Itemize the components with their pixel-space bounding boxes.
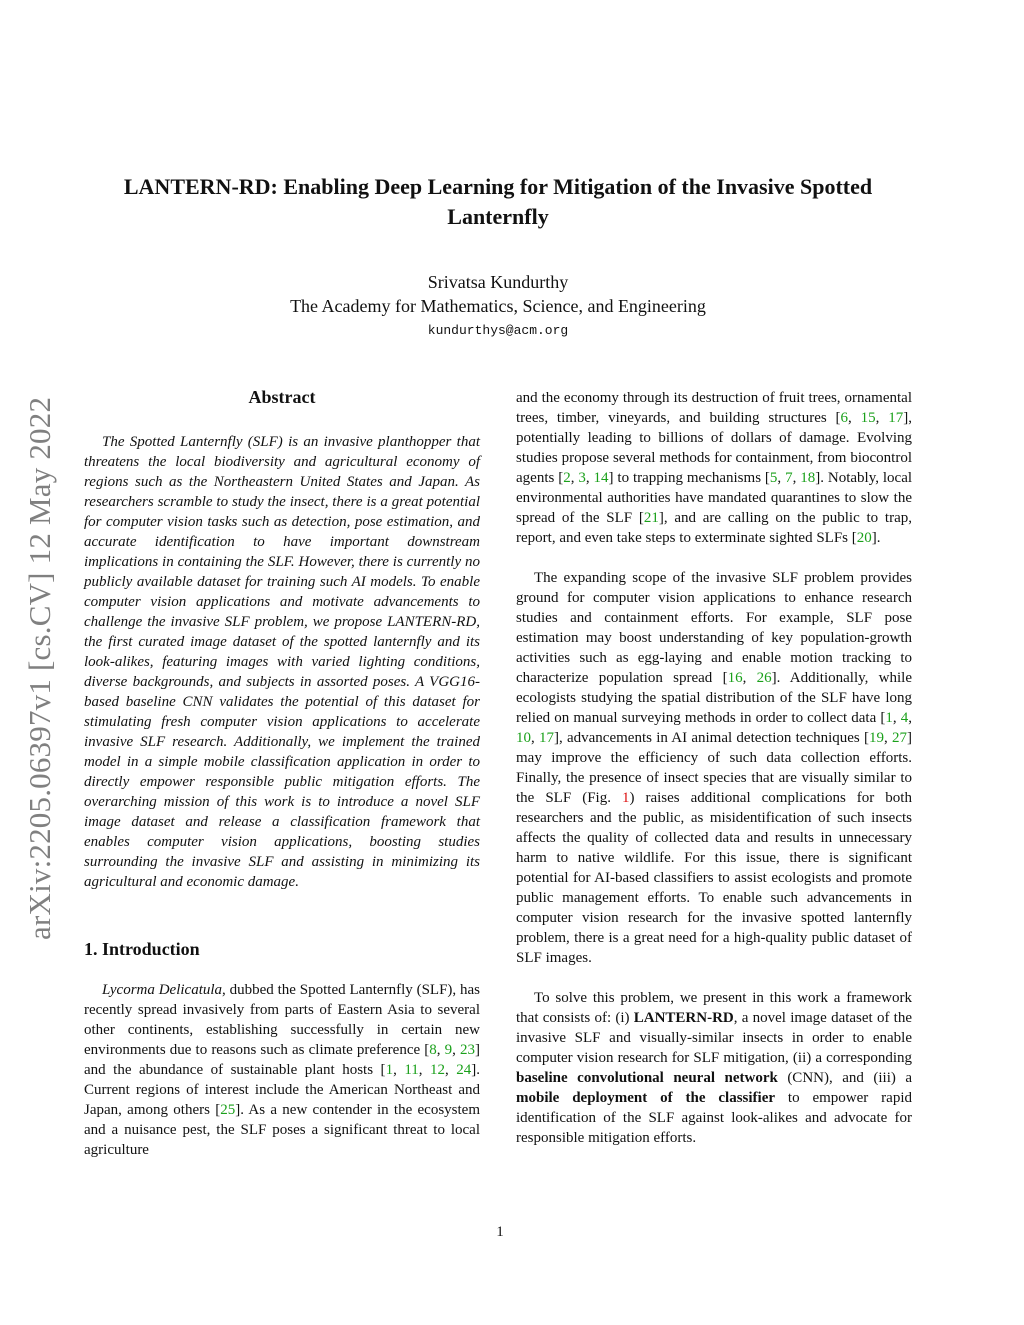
body-text: ], advancements in AI animal detection techniques [ [554, 730, 870, 746]
citation-link[interactable]: 14 [593, 470, 609, 486]
bold-term: LANTERN-RD [633, 1010, 734, 1026]
page-number: 1 [496, 1224, 504, 1240]
citation-link[interactable]: 23 [460, 1042, 476, 1058]
body-text: ], potentially leading to billions of dollars of damage. Evolving studies propose several methods for containment, from biocontrol agents [ [516, 410, 913, 486]
body-text: ]. Notably, local environmental authorities have mandated quarantines to slow the spread of the SLF [ [516, 470, 913, 526]
author-block [60, 270, 936, 344]
right-paragraph-2: The expanding scope of the invasive SLF problem provides ground for computer vision applications to enhance research studies and containment efforts. For example, SLF pose estimation may boost understanding of key population-growth activities such as egg-laying and enable motion tracking to characterize population spread [16, 26]. Additionally, while ecologists studying the spatial distribution of the SLF have long relied on manual surveying methods in order to collect data [1, 4, 10, 17], advancements in AI animal detection techniques [19, 27] may improve the efficiency of such data collection efforts. Finally, the presence of insect species that are visually similar to the SLF (Fig. 1) raises additional complications for both researchers and the public, as misidentification of such insects affects the quality of collected data and results in unnecessary harm to native wildlife. For this issue, there is significant potential for AI-based classifiers to assist ecologists and promote public management efforts. To enable such advancements in computer vision research for the invasive spotted lanternfly problem, there is a great need for a high-quality public dataset of SLF images. [516, 570, 913, 966]
citation-link[interactable]: 2 [563, 470, 571, 486]
citation-link[interactable]: 9 [444, 1042, 453, 1058]
paper-title [60, 172, 936, 232]
citation-link[interactable]: 5 [769, 470, 778, 486]
citation-link[interactable]: 7 [785, 470, 793, 486]
species-name: Lycorma Delicatula [102, 982, 223, 998]
citation-link[interactable]: 17 [539, 730, 554, 746]
arxiv-identifier: arXiv:2205.06397v1 [cs.CV] 12 May 2022 [22, 396, 57, 940]
body-text: The expanding scope of the invasive SLF problem provides ground for computer vision applications to enhance research studies and containment efforts. For example, SLF pose estimation may boost understanding of key population-growth activities such as egg-laying and enable motion tracking to characterize population spread [ [516, 570, 912, 686]
citation-link[interactable]: 18 [800, 470, 816, 486]
citation-link[interactable]: 3 [578, 470, 586, 486]
author-email[interactable]: kundurthys@acm.org [427, 323, 569, 338]
citation-link[interactable]: 21 [643, 510, 659, 526]
citation-link[interactable]: 19 [869, 730, 885, 746]
right-paragraph-3 [516, 988, 912, 1148]
intro-text: ] and the abundance of sustainable plant hosts [ [84, 1042, 481, 1078]
intro-text: ]. Current regions of interest include the American Northeast and Japan, among others [ [84, 1062, 481, 1118]
right-column [516, 388, 912, 1162]
body-text: To solve this problem, we present in this work a framework that consists of: (i) [516, 990, 912, 1026]
figure-link[interactable]: 1 [621, 790, 630, 806]
citation-link[interactable]: 20 [856, 530, 872, 546]
section-heading-introduction: 1. Introduction [84, 939, 200, 959]
intro-text: ]. As a new contender in the ecosystem and a nuisance pest, the SLF poses a significant threat to local agriculture [84, 1102, 480, 1158]
intro-text: , dubbed the Spotted Lanternfly (SLF), has recently spread invasively from parts of Eastern Asia to several other continents, establishing successfully in certain new environments due to reasons such as climate preference [ [84, 982, 480, 1058]
citation-link[interactable]: 10 [516, 730, 531, 746]
abstract-heading: Abstract [248, 387, 316, 407]
citation-link[interactable]: 26 [756, 670, 772, 686]
body-text: to empower rapid identification of the SLF against look-alikes and advocate for responsible mitigation efforts. [516, 1090, 912, 1146]
body-text: ) raises additional complications for both researchers and the public, as misidentification of such insects affects the quality of collected data and results in unnecessary harm to native wildlife. For this issue, there is significant potential for AI-based classifiers to assist ecologists and promote public management efforts. To enable such advancements in computer vision research for the invasive spotted lanternfly problem, there is a great need for a high-quality public dataset of SLF images. [516, 790, 912, 966]
citation-link[interactable]: 11 [404, 1062, 419, 1078]
citation-link[interactable]: 1 [385, 1062, 394, 1078]
body-text: ] may improve the efficiency of such data collection efforts. Finally, the presence of insect species that are visually similar to the SLF (Fig. [516, 730, 913, 806]
citation-link[interactable]: 27 [892, 730, 908, 746]
bold-term: mobile deployment of the classifier [516, 1090, 776, 1106]
title-line-2: Lanternfly [447, 204, 549, 229]
body-text: ]. Additionally, while ecologists studying the spatial distribution of the SLF have long relied on manual surveying methods in order to collect data [ [516, 670, 912, 726]
citation-link[interactable]: 8 [429, 1042, 437, 1058]
bold-term: baseline convolutional neural network [516, 1070, 778, 1086]
citation-link[interactable]: 6 [840, 410, 849, 426]
citation-link[interactable]: 4 [900, 710, 909, 726]
body-text: ], and are calling on the public to trap, report, and even take steps to exterminate sighted SLFs [ [516, 510, 912, 546]
citation-link[interactable]: 15 [860, 410, 876, 426]
left-column [84, 384, 480, 1174]
body-text: , a novel image dataset of the invasive SLF and visually-similar insects in order to enable computer vision research for SLF mitigation, (ii) a corresponding [516, 1010, 912, 1066]
author-name: Srivatsa Kundurthy [427, 272, 569, 292]
body-text: ]. [871, 530, 881, 546]
citation-link[interactable]: 25 [220, 1102, 236, 1118]
intro-paragraph: Lycorma Delicatula, dubbed the Spotted Lanternfly (SLF), has recently spread invasively from parts of Eastern Asia to several other continents, establishing successfully in certain new environments due to reasons such as climate preference [8, 9, 23] and the abundance of sustainable plant hosts [1, 11, 12, 24]. Current regions of interest include the American Northeast and Japan, among others [25]. As a new contender in the ecosystem and a nuisance pest, the SLF poses a significant threat to local agriculture [84, 982, 481, 1158]
citation-link[interactable]: 24 [456, 1062, 472, 1078]
body-text: and the economy through its destruction of fruit trees, ornamental trees, timber, vineyards, and building structures [ [516, 390, 912, 426]
right-paragraph-1: and the economy through its destruction of fruit trees, ornamental trees, timber, vineyards, and building structures [6, 15, 17], potentially leading to billions of dollars of damage. Evolving studies propose several methods for containment, from biocontrol agents [2, 3, 14] to trapping mechanisms [5, 7, 18]. Notably, local environmental authorities have mandated quarantines to slow the spread of the SLF [21], and are calling on the public to trap, report, and even take steps to exterminate sighted SLFs [20]. [516, 390, 913, 546]
citation-link[interactable]: 16 [727, 670, 743, 686]
author-affiliation: The Academy for Mathematics, Science, and Engineering [290, 296, 706, 316]
citation-link[interactable]: 17 [888, 410, 904, 426]
body-text: ] to trapping mechanisms [ [608, 470, 770, 486]
body-text: (CNN), and (iii) a [777, 1070, 913, 1086]
citation-link[interactable]: 12 [430, 1062, 446, 1078]
citation-link[interactable]: 1 [885, 710, 893, 726]
abstract-text: The Spotted Lanternfly (SLF) is an invasive planthopper that threatens the local biodiversity and agricultural economy of regions such as the Northeastern United States and Japan. As researchers scramble to study the insect, there is a great potential for computer vision tasks such as detection, pose estimation, and accurate identification to have important downstream implications in containing the SLF. However, there is currently no publicly available dataset for training such AI models. To enable computer vision applications and motivate advancements to challenge the invasive SLF problem, we propose LANTERN-RD, the first curated image dataset of the spotted lanternfly and its look-alikes, featuring images with varied lighting conditions, diverse backgrounds, and subjects in assorted poses. A VGG16-based baseline CNN validates the potential of this dataset for stimulating fresh computer vision applications to accelerate invasive SLF research. Additionally, we implement the trained model in a simple mobile classification application in order to directly empower responsible public mitigation efforts. The overarching mission of this work is to introduce a novel SLF image dataset and release a classification framework that enables computer vision applications, boosting studies surrounding the invasive SLF and assisting in minimizing its agricultural and economic damage. [84, 434, 480, 890]
title-line-1: LANTERN-RD: Enabling Deep Learning for Mitigation of the Invasive Spotted [123, 174, 873, 199]
